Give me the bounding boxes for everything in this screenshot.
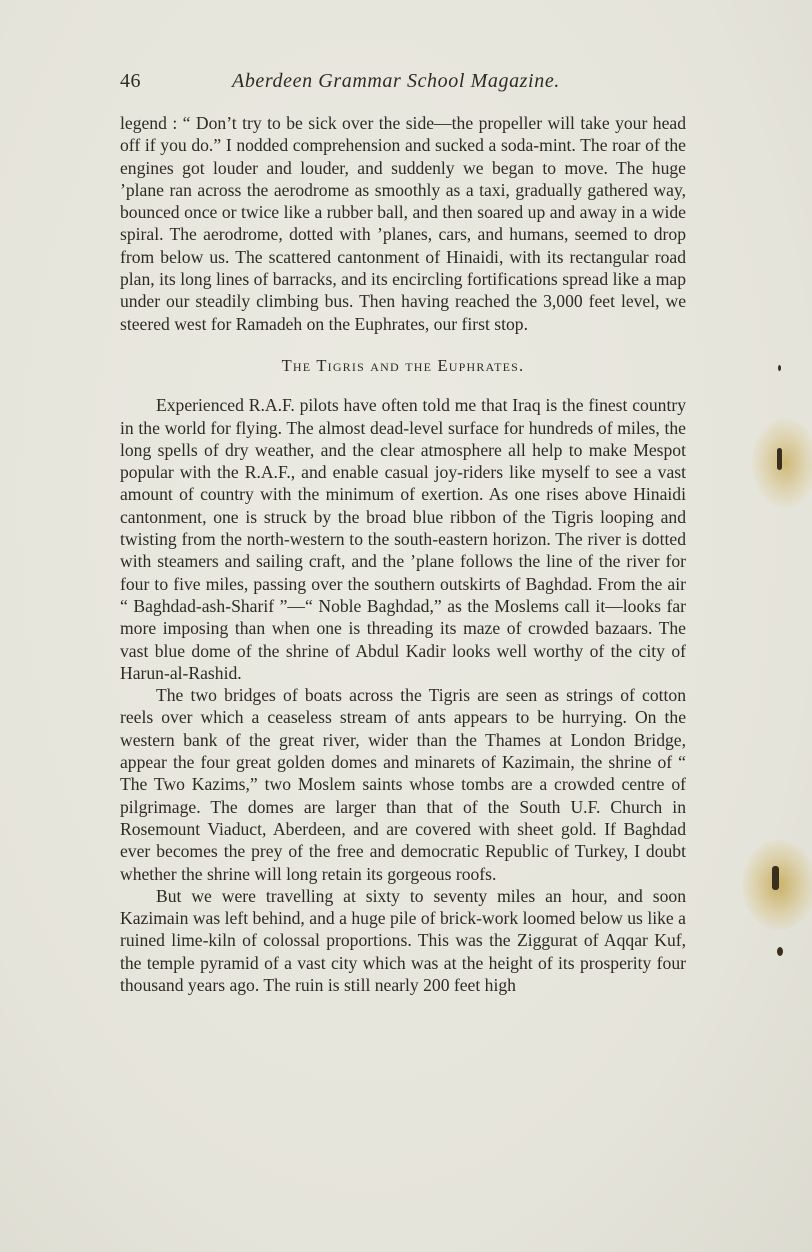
ink-speck	[772, 866, 779, 890]
running-title: Aberdeen Grammar School Magazine.	[232, 70, 560, 92]
page-header	[120, 70, 680, 100]
paragraph: Experienced R.A.F. pilots have often told me that Iraq is the finest country in the world for flying. The almost dead-level surface for hundreds of miles, the long spells of dry weather, and the clear atmosphere all help to make Mespot popular with the R.A.F., and enable casual joy-riders like myself to see a vast amount of country with the minimum of exertion. As one rises above Hinaidi cantonment, one is struck by the broad blue ribbon of the Tigris looping and twisting from the north-western to the south-eastern horizon. The river is dotted with steamers and sailing craft, and the ’plane follows the line of the river for four to five miles, passing over the southern outskirts of Baghdad. From the air “ Baghdad-ash-Sharif ”—“ Noble Baghdad,” as the Moslems call it—looks far more imposing than when one is threading its maze of crowded bazaars. The vast blue dome of the shrine of Abdul Kadir looks well worthy of the city of Harun-al-Rashid.	[120, 395, 686, 683]
ink-speck	[777, 947, 783, 956]
article-body	[120, 112, 686, 996]
section-heading: The Tigris and the Euphrates.	[281, 355, 525, 375]
paragraph: The two bridges of boats across the Tigris are seen as strings of cotton reels over which a ceaseless stream of ants appears to be hurrying. On the western bank of the great river, wider than the Thames at London Bridge, appear the four great golden domes and minarets of Kazimain, the shrine of “ The Two Kazims,” two Moslem saints whose tombs are a crowded centre of pilgrimage. The domes are larger than that of the South U.F. Church in Rosemount Viaduct, Aberdeen, and are covered with sheet gold. If Baghdad ever becomes the prey of the free and democratic Republic of Turkey, I doubt whether the shrine will long retain its gorgeous roofs.	[120, 685, 686, 884]
ink-speck	[777, 448, 782, 470]
paragraph: But we were travelling at sixty to seventy miles an hour, and soon Kazimain was left behind, and a huge pile of brick-work loomed below us like a ruined lime-kiln of colossal proportions. This was the Ziggurat of Aqqar Kuf, the temple pyramid of a vast city which was at the height of its prosperity four thousand years ago. The ruin is still nearly 200 feet high	[120, 885, 686, 995]
ink-speck	[778, 365, 781, 371]
paper-stain	[752, 418, 812, 508]
paragraph: legend : “ Don’t try to be sick over the side—the propeller will take your head off if you do.” I nodded comprehension and sucked a soda-mint. The roar of the engines got louder and louder, and suddenly we began to move. The huge ’plane ran across the aerodrome as smoothly as a taxi, gradually gathered way, bounced once or twice like a rubber ball, and then soared up and away in a wide spiral. The aerodrome, dotted with ’planes, cars, and humans, seemed to drop from below us. The scattered cantonment of Hinaidi, with its rectangular road plan, its long lines of barracks, and its encircling fortifications spread like a map under our steadily climbing bus. Then having reached the 3,000 feet level, we steered west for Ramadeh on the Euphrates, our first stop.	[120, 113, 686, 334]
page-number: 46	[120, 70, 141, 92]
